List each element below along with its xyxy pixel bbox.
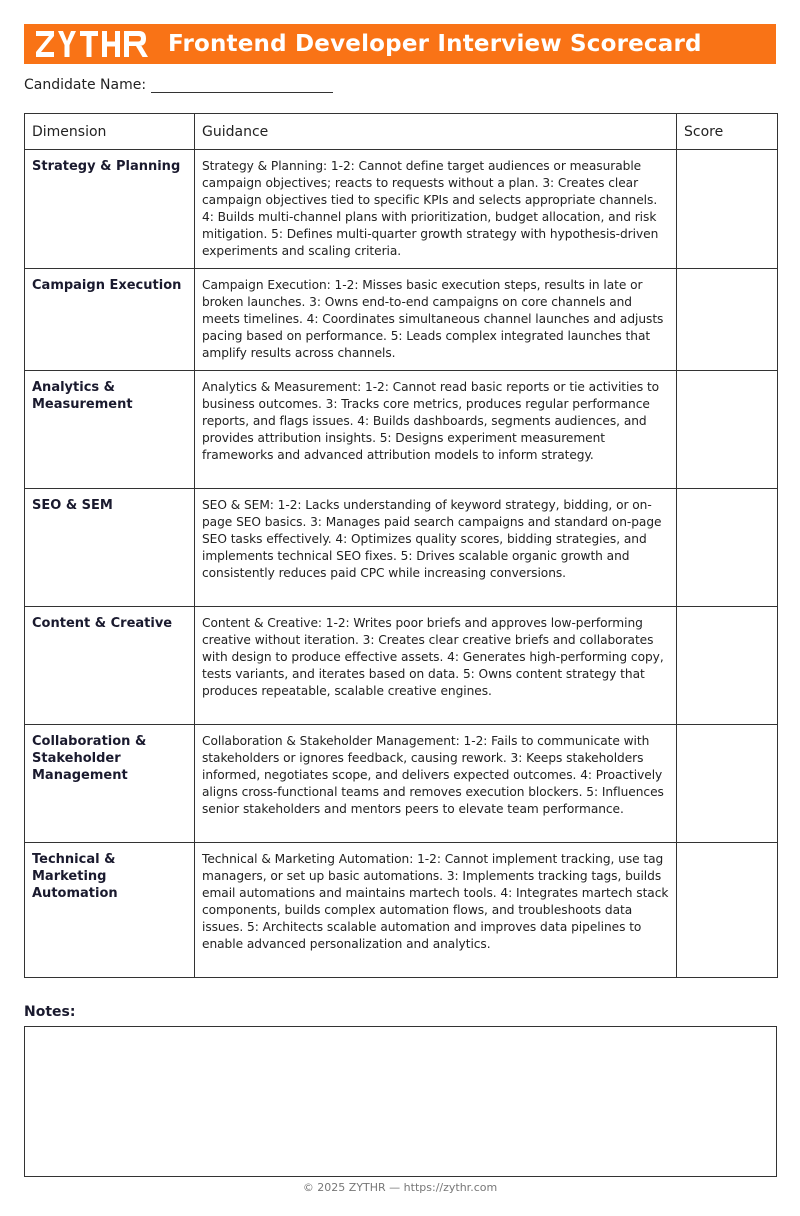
score-cell[interactable] bbox=[677, 725, 778, 843]
guidance-cell: Collaboration & Stakeholder Management: 1-2: Fails to communicate with stakeholders or ignores feedback, causing rework. 3: Keeps stakeholders informed, negotiates scope, and delivers expected outcomes. 4: Proactively aligns cross-functional teams and removes execution blockers. 5: Influences senior stakeholders and mentors peers to elevate team performance. bbox=[195, 725, 677, 843]
guidance-cell: Campaign Execution: 1-2: Misses basic execution steps, results in late or broken launches. 3: Owns end-to-end campaigns on core channels and meets timelines. 4: Coordinates simultaneous channel launches and adjusts pacing based on performance. 5: Leads complex integrated launches that amplify results across channels. bbox=[195, 269, 677, 371]
guidance-cell: Technical & Marketing Automation: 1-2: Cannot implement tracking, use tag managers, or set up basic automations. 3: Implements tracking tags, builds email automations and maintains martech tools. 4: Integrates martech stack components, builds complex automation flows, and troubleshoots data issues. 5: Architects scalable automation and improves data pipelines to enable advanced personalization and analytics. bbox=[195, 843, 677, 978]
dimension-cell: Content & Creative bbox=[25, 607, 195, 725]
guidance-cell: Content & Creative: 1-2: Writes poor briefs and approves low-performing creative without iteration. 3: Creates clear creative briefs and collaborates with design to produce effective assets. 4: Generates high-performing copy, tests variants, and iterates based on data. 5: Owns content strategy that produces repeatable, scalable creative engines. bbox=[195, 607, 677, 725]
logo-wordmark-icon bbox=[36, 31, 148, 57]
scorecard-table bbox=[24, 113, 778, 978]
candidate-name-row bbox=[24, 77, 333, 93]
notes-label: Notes: bbox=[24, 1004, 76, 1020]
score-cell[interactable] bbox=[677, 607, 778, 725]
table-row bbox=[25, 269, 778, 371]
dimension-cell: SEO & SEM bbox=[25, 489, 195, 607]
column-header-score: Score bbox=[677, 114, 778, 150]
dimension-cell: Technical & Marketing Automation bbox=[25, 843, 195, 978]
notes-field[interactable] bbox=[24, 1026, 777, 1177]
guidance-cell: Analytics & Measurement: 1-2: Cannot read basic reports or tie activities to business outcomes. 3: Tracks core metrics, produces regular performance reports, and flags issues. 4: Builds dashboards, segments audiences, and provides attribution insights. 5: Designs experiment measurement frameworks and advanced attribution models to inform strategy. bbox=[195, 371, 677, 489]
score-cell[interactable] bbox=[677, 269, 778, 371]
score-cell[interactable] bbox=[677, 843, 778, 978]
dimension-cell: Analytics & Measurement bbox=[25, 371, 195, 489]
dimension-cell: Campaign Execution bbox=[25, 269, 195, 371]
table-row bbox=[25, 843, 778, 978]
table-row bbox=[25, 489, 778, 607]
guidance-cell: SEO & SEM: 1-2: Lacks understanding of keyword strategy, bidding, or on-page SEO basics. 3: Manages paid search campaigns and standard on-page SEO tasks effectively. 4: Optimizes quality scores, bidding strategies, and implements technical SEO fixes. 5: Drives scalable organic growth and consistently reduces paid CPC while increasing conversions. bbox=[195, 489, 677, 607]
guidance-cell: Strategy & Planning: 1-2: Cannot define target audiences or measurable campaign objectives; reacts to requests without a plan. 3: Creates clear campaign objectives tied to specific KPIs and selects appropriate channels. 4: Builds multi-channel plans with prioritization, budget allocation, and risk mitigation. 5: Defines multi-quarter growth strategy with hypothesis-driven experiments and scaling criteria. bbox=[195, 150, 677, 269]
score-cell[interactable] bbox=[677, 489, 778, 607]
candidate-name-label: Candidate Name: bbox=[24, 77, 147, 93]
table-row bbox=[25, 150, 778, 269]
table-header-row bbox=[25, 114, 778, 150]
score-cell[interactable] bbox=[677, 150, 778, 269]
candidate-name-field[interactable] bbox=[151, 77, 333, 93]
page-title: Frontend Developer Interview Scorecard bbox=[168, 31, 702, 57]
column-header-guidance: Guidance bbox=[195, 114, 677, 150]
footer-copyright: © 2025 ZYTHR — https://zythr.com bbox=[302, 1181, 498, 1194]
table-row bbox=[25, 607, 778, 725]
score-cell[interactable] bbox=[677, 371, 778, 489]
column-header-dimension: Dimension bbox=[25, 114, 195, 150]
table-row bbox=[25, 725, 778, 843]
table-row bbox=[25, 371, 778, 489]
dimension-cell: Collaboration & Stakeholder Management bbox=[25, 725, 195, 843]
header-bar bbox=[24, 24, 776, 64]
zythr-logo bbox=[36, 24, 148, 64]
dimension-cell: Strategy & Planning bbox=[25, 150, 195, 269]
